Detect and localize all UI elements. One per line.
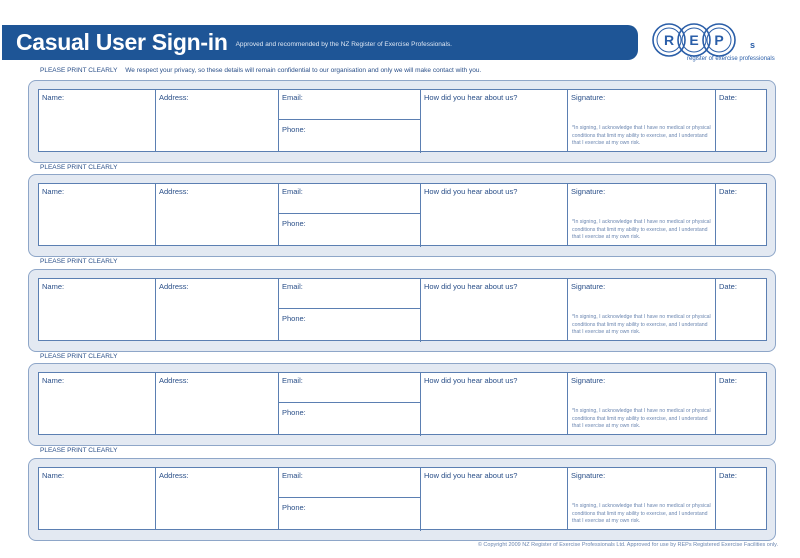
signature-disclaimer: *In signing, I acknowledge that I have no medical or physical conditions that limit my ability to exercise, and I understand that I exercise at my own risk. [572, 219, 711, 240]
name-label: Name: [42, 282, 65, 291]
phone-label: Phone: [282, 125, 306, 134]
address-field[interactable] [156, 468, 279, 529]
signature-label: Signature: [571, 282, 606, 291]
date-field[interactable] [716, 468, 768, 529]
signature-disclaimer: *In signing, I acknowledge that I have no medical or physical conditions that limit my ability to exercise, and I understand that I exercise at my own risk. [572, 503, 711, 524]
print-clearly-label: PLEASE PRINT CLEARLY [40, 353, 118, 360]
address-label: Address: [159, 187, 189, 196]
logo-suffix: s [750, 40, 756, 50]
signin-row [28, 80, 776, 163]
heard-label: How did you hear about us? [424, 282, 518, 291]
email-field[interactable] [279, 184, 421, 214]
print-clearly-label: PLEASE PRINT CLEARLY [40, 67, 118, 74]
email-label: Email: [282, 93, 303, 102]
signin-row [28, 458, 776, 541]
signature-field[interactable] [568, 279, 716, 340]
phone-label: Phone: [282, 314, 306, 323]
signature-label: Signature: [571, 93, 606, 102]
print-clearly-label: PLEASE PRINT CLEARLY [40, 258, 118, 265]
signin-row-table [38, 278, 767, 341]
heard-label: How did you hear about us? [424, 376, 518, 385]
signature-disclaimer: *In signing, I acknowledge that I have no medical or physical conditions that limit my ability to exercise, and I understand that I exercise at my own risk. [572, 314, 711, 335]
signature-field[interactable] [568, 90, 716, 151]
signin-row [28, 363, 776, 446]
phone-label: Phone: [282, 219, 306, 228]
logo-letter-p: P [714, 32, 724, 48]
address-label: Address: [159, 376, 189, 385]
logo-tagline: register of exercise professionals [687, 56, 775, 62]
email-label: Email: [282, 471, 303, 480]
date-field[interactable] [716, 279, 768, 340]
signin-row-table [38, 89, 767, 152]
address-label: Address: [159, 282, 189, 291]
signin-row [28, 269, 776, 352]
name-label: Name: [42, 376, 65, 385]
email-field[interactable] [279, 373, 421, 403]
signin-row-table [38, 183, 767, 246]
signature-label: Signature: [571, 187, 606, 196]
signature-disclaimer: *In signing, I acknowledge that I have no medical or physical conditions that limit my ability to exercise, and I understand that I exercise at my own risk. [572, 408, 711, 429]
heard-about-us-field[interactable] [421, 184, 568, 245]
print-clearly-label: PLEASE PRINT CLEARLY [40, 164, 118, 171]
email-label: Email: [282, 376, 303, 385]
date-label: Date: [719, 282, 737, 291]
name-field[interactable] [39, 184, 156, 245]
date-label: Date: [719, 187, 737, 196]
heard-about-us-field[interactable] [421, 468, 568, 529]
email-label: Email: [282, 187, 303, 196]
phone-field[interactable] [279, 309, 421, 342]
phone-field[interactable] [279, 120, 421, 153]
email-field[interactable] [279, 468, 421, 498]
phone-field[interactable] [279, 498, 421, 531]
date-field[interactable] [716, 90, 768, 151]
privacy-text: We respect your privacy, so these details will remain confidential to our organisation and only we will make contact with you. [125, 67, 482, 74]
heard-about-us-field[interactable] [421, 90, 568, 151]
signature-field[interactable] [568, 184, 716, 245]
address-label: Address: [159, 471, 189, 480]
date-label: Date: [719, 376, 737, 385]
signature-disclaimer: *In signing, I acknowledge that I have no medical or physical conditions that limit my ability to exercise, and I understand that I exercise at my own risk. [572, 125, 711, 146]
signature-label: Signature: [571, 471, 606, 480]
date-field[interactable] [716, 373, 768, 434]
signin-row [28, 174, 776, 257]
phone-field[interactable] [279, 403, 421, 436]
header-banner [2, 25, 638, 60]
phone-field[interactable] [279, 214, 421, 247]
address-field[interactable] [156, 373, 279, 434]
signature-field[interactable] [568, 373, 716, 434]
logo-letter-e: E [689, 32, 699, 48]
logo-letter-r: R [663, 32, 675, 48]
signin-row-table [38, 372, 767, 435]
email-field[interactable] [279, 90, 421, 120]
name-field[interactable] [39, 468, 156, 529]
signin-row-table [38, 467, 767, 530]
reps-logo-circles [650, 22, 750, 60]
email-label: Email: [282, 282, 303, 291]
copyright-notice: © Copyright 2009 NZ Register of Exercise Professionals Ltd. Approved for use by REPs Registered Exercise Facilities only. [477, 542, 778, 548]
date-label: Date: [719, 471, 737, 480]
name-label: Name: [42, 471, 65, 480]
date-field[interactable] [716, 184, 768, 245]
heard-about-us-field[interactable] [421, 279, 568, 340]
name-label: Name: [42, 93, 65, 102]
name-field[interactable] [39, 90, 156, 151]
address-field[interactable] [156, 184, 279, 245]
phone-label: Phone: [282, 503, 306, 512]
signature-label: Signature: [571, 376, 606, 385]
privacy-notice [40, 67, 481, 74]
signature-field[interactable] [568, 468, 716, 529]
name-label: Name: [42, 187, 65, 196]
address-field[interactable] [156, 90, 279, 151]
page-title: Casual User Sign-in [16, 29, 228, 55]
reps-logo [650, 22, 790, 66]
header-subtitle: Approved and recommended by the NZ Register of Exercise Professionals. [235, 41, 452, 48]
heard-about-us-field[interactable] [421, 373, 568, 434]
address-field[interactable] [156, 279, 279, 340]
heard-label: How did you hear about us? [424, 471, 518, 480]
name-field[interactable] [39, 279, 156, 340]
phone-label: Phone: [282, 408, 306, 417]
email-field[interactable] [279, 279, 421, 309]
address-label: Address: [159, 93, 189, 102]
name-field[interactable] [39, 373, 156, 434]
heard-label: How did you hear about us? [424, 93, 518, 102]
print-clearly-label: PLEASE PRINT CLEARLY [40, 447, 118, 454]
date-label: Date: [719, 93, 737, 102]
heard-label: How did you hear about us? [424, 187, 518, 196]
